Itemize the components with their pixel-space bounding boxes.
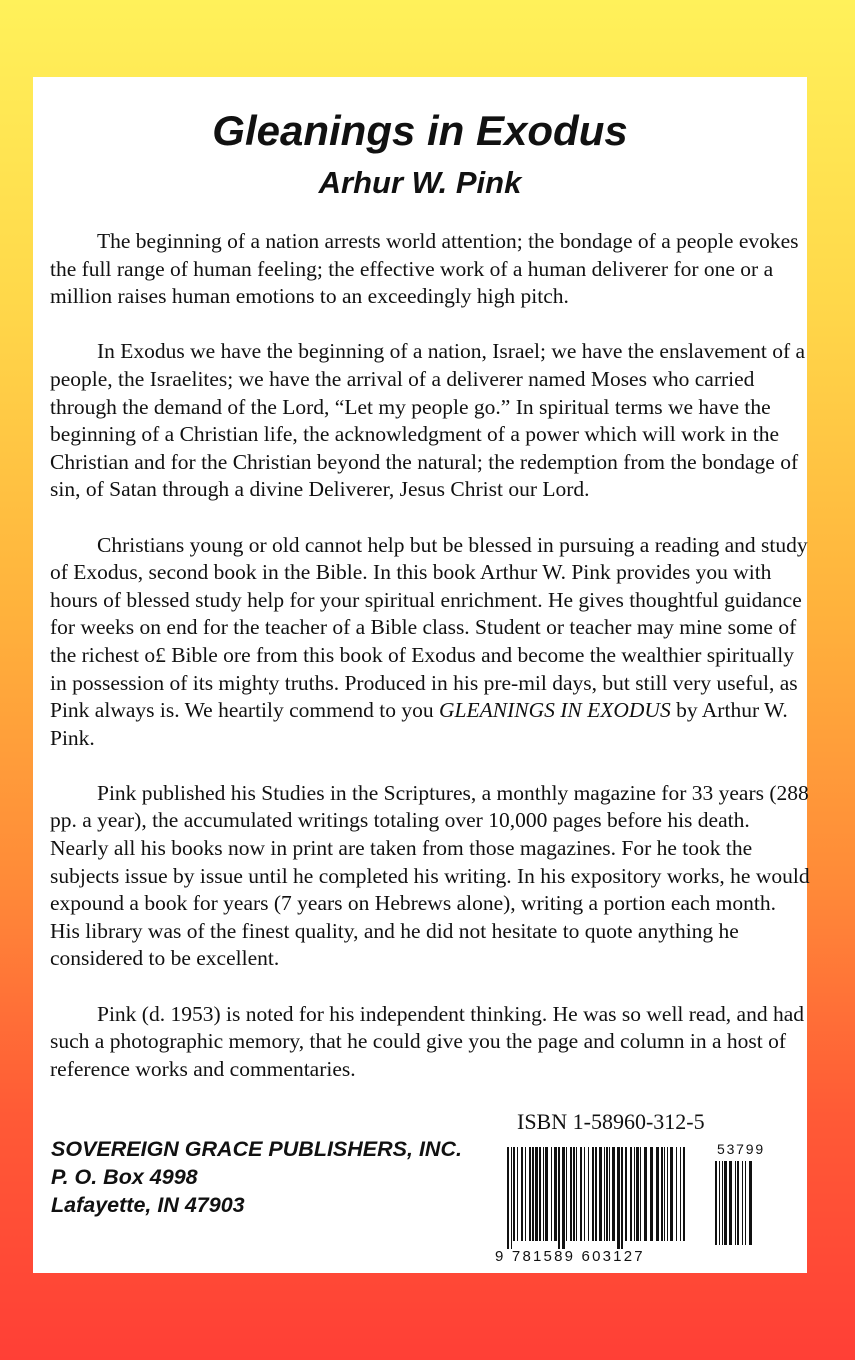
barcode-bar (521, 1147, 523, 1241)
barcode-bar (576, 1147, 577, 1241)
barcode-bar (650, 1147, 653, 1241)
barcode-bar (545, 1147, 548, 1241)
paragraph-3-end: by Arthur W. Pink. (50, 698, 788, 750)
barcode-bar (570, 1147, 572, 1241)
barcode-bar (719, 1161, 720, 1245)
barcode-bar (667, 1147, 668, 1241)
paragraph-2: In Exodus we have the beginning of a nation, Israel; we have the enslavement of a people, the Israelites; we have the arrival of a deliverer named Moses who carried through the demand of the Lord, “Let my people go.” In spiritual terms we have the beginning of a Christian life, the acknowledgment of a power which will work in the Christian and for the Christian beyond the natural; the redemption from the bondage of sin, of Satan through a divine Deliverer, Jesus Christ our Lord. (50, 339, 806, 502)
barcode-bar (661, 1147, 663, 1241)
barcode-bar (517, 1147, 518, 1241)
publisher-name: SOVEREIGN GRACE PUBLISHERS, INC. (51, 1137, 462, 1161)
paragraph-1: The beginning of a nation arrests world attention; the bondage of a people evokes the full range of human feeling; the effective work of a human deliverer for one or a million raises human emotions to an exceedingly high pitch. (50, 229, 799, 309)
barcode-bar (529, 1147, 531, 1241)
barcode-bar (625, 1147, 627, 1241)
barcode-bar (670, 1147, 673, 1241)
description-body (50, 228, 810, 1083)
barcode-bar (742, 1161, 743, 1245)
publisher-address (51, 1135, 462, 1219)
barcode-bar (640, 1147, 641, 1241)
addon-digits: 53799 (717, 1141, 765, 1157)
barcode-bar (745, 1161, 746, 1245)
barcode-bar (599, 1147, 602, 1241)
barcode-bar (724, 1161, 727, 1245)
barcode-bar (656, 1147, 659, 1241)
barcode-bar (737, 1161, 739, 1245)
barcode-bar (539, 1147, 541, 1241)
book-title: Gleanings in Exodus (212, 107, 628, 154)
barcode-bar (573, 1147, 575, 1241)
book-author: Arhur W. Pink (318, 165, 522, 200)
main-barcode-bars (507, 1147, 685, 1249)
barcode-bar (554, 1147, 557, 1241)
publisher-city: Lafayette, IN 47903 (51, 1193, 245, 1217)
barcode-bar (617, 1147, 620, 1249)
barcode-bar (592, 1147, 594, 1241)
barcode-bar (543, 1147, 544, 1241)
paragraph-4: Pink published his Studies in the Scriptures, a monthly magazine for 33 years (288 pp. a year), the accumulated writings totaling over 10,000 pages before his death. Nearly all his books now in print are taken from those magazines. For he took the subjects issue by issue until he completed his writing. In his expository works, he would expound a book for years (7 years on Hebrews alone), writing a portion each month. His library was of the finest quality, and he did not hesitate to quote anything he considered to be excellent. (50, 780, 810, 971)
barcode-bar (507, 1147, 509, 1249)
barcode-bar (525, 1147, 526, 1241)
barcode-bar (612, 1147, 615, 1241)
barcode-bar (566, 1147, 567, 1241)
addon-barcode-bars (715, 1161, 752, 1245)
barcode-bar (562, 1147, 565, 1249)
barcode-bar (715, 1161, 717, 1245)
barcode-bar (609, 1147, 610, 1241)
publisher-box: P. O. Box 4998 (51, 1165, 198, 1189)
barcode-bar (636, 1147, 639, 1241)
barcode-bar (584, 1147, 585, 1241)
barcode-bar (722, 1161, 723, 1245)
barcode-bar (683, 1147, 685, 1241)
barcode-bar (729, 1161, 732, 1245)
barcode-bar (630, 1147, 632, 1241)
barcode-bar (588, 1147, 589, 1241)
paragraph-3-book-title: GLEANINGS IN EXODUS (439, 698, 671, 723)
barcode-bar (680, 1147, 681, 1241)
barcode (493, 1141, 765, 1265)
paragraph-3 (50, 532, 810, 753)
barcode-bar (644, 1147, 647, 1241)
barcode-bar (749, 1161, 752, 1245)
barcode-bar (535, 1147, 538, 1241)
back-cover-panel (33, 77, 810, 1273)
barcode-bar (735, 1161, 736, 1245)
barcode-bar (595, 1147, 597, 1241)
ean-digits: 9 781589 603127 (495, 1248, 645, 1265)
barcode-bar (532, 1147, 534, 1241)
paragraph-3-text: Christians young or old cannot help but be blessed in pursuing a reading and study of Exodus, second book in the Bible. In this book Arthur W. Pink provides you with hours of blessed study help for your spiritual enrichment. He gives thoughtful guidance for weeks on end for the teacher of a Bible class. Student or teacher may mine some of the richest o£ Bible ore from this book of Exodus and become the wealthier spiritually in possession of its mighty truths. Produced in his pre-mil days, but still very useful, as Pink always is. We heartily commend to you (50, 532, 808, 723)
barcode-bar (558, 1147, 560, 1249)
barcode-bar (634, 1147, 635, 1241)
isbn-number: ISBN 1-58960-312-5 (517, 1109, 705, 1134)
barcode-bar (676, 1147, 677, 1241)
barcode-bar (604, 1147, 605, 1241)
barcode-graphic (493, 1141, 765, 1265)
barcode-bar (551, 1147, 552, 1241)
barcode-bar (580, 1147, 582, 1241)
barcode-bar (621, 1147, 623, 1249)
barcode-bar (513, 1147, 515, 1241)
barcode-bar (664, 1147, 665, 1241)
barcode-bar (606, 1147, 608, 1241)
barcode-bar (511, 1147, 512, 1249)
paragraph-5: Pink (d. 1953) is noted for his independent thinking. He was so well read, and had such a photographic memory, that he could give you the page and column in a host of reference works and commentaries. (50, 1001, 804, 1081)
